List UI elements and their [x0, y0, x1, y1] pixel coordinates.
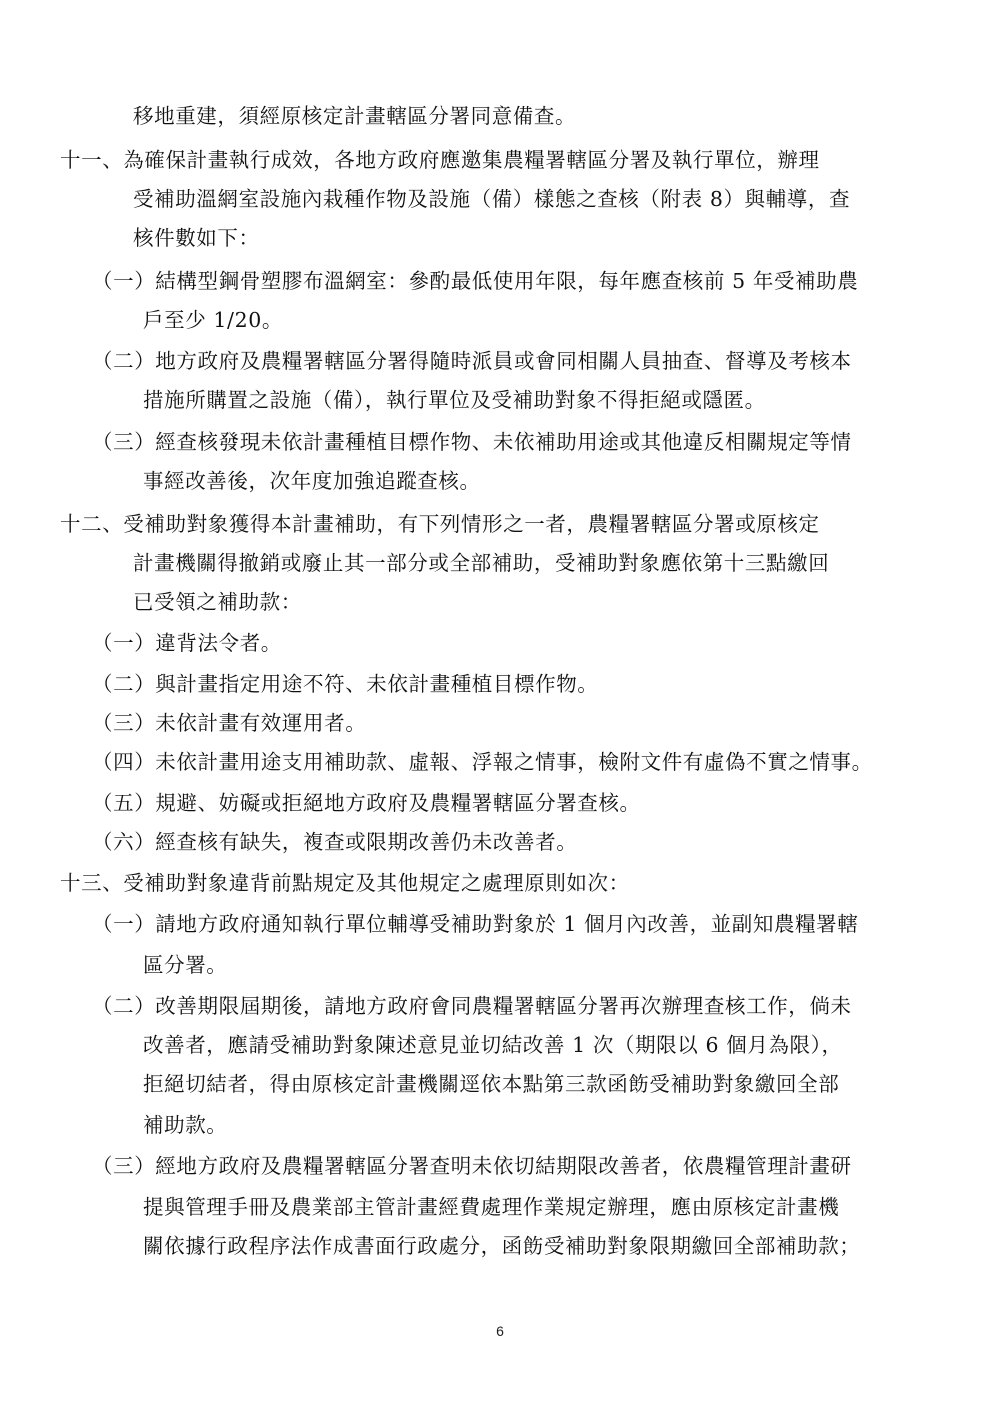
list-item: （五）規避、妨礙或拒絕地方政府及農糧署轄區分署查核。 [92, 791, 641, 815]
list-item: （六）經查核有缺失，複查或限期改善仍未改善者。 [92, 830, 578, 854]
text-line: 事經改善後，次年度加強追蹤查核。 [143, 469, 481, 493]
text-line: 戶至少 1/20。 [143, 308, 283, 332]
list-item: （一）請地方政府通知執行單位輔導受補助對象於 1 個月內改善，並副知農糧署轄 [92, 912, 859, 936]
list-item: （三）經查核發現未依計畫種植目標作物、未依補助用途或其他違反相關規定等情 [92, 430, 852, 454]
list-item: （四）未依計畫用途支用補助款、虛報、浮報之情事，檢附文件有虛偽不實之情事。 [92, 750, 873, 774]
text-line: 拒絕切結者，得由原核定計畫機關逕依本點第三款函飭受補助對象繳回全部 [143, 1072, 840, 1096]
text-line: 區分署。 [143, 953, 228, 977]
text-line: 移地重建，須經原核定計畫轄區分署同意備查。 [133, 104, 577, 128]
list-item: （一）結構型鋼骨塑膠布溫網室：參酌最低使用年限，每年應查核前 5 年受補助農 [92, 269, 859, 293]
text-line: 計畫機關得撤銷或廢止其一部分或全部補助，受補助對象應依第十三點繳回 [133, 551, 830, 575]
text-line: 核件數如下： [133, 226, 260, 250]
text-line: 提與管理手冊及農業部主管計畫經費處理作業規定辦理，應由原核定計畫機 [143, 1195, 840, 1219]
section-11-heading: 十一、為確保計畫執行成效，各地方政府應邀集農糧署轄區分署及執行單位，辦理 [60, 148, 820, 172]
section-13-heading: 十三、受補助對象違背前點規定及其他規定之處理原則如次： [60, 871, 630, 895]
list-item: （二）地方政府及農糧署轄區分署得隨時派員或會同相關人員抽查、督導及考核本 [92, 349, 852, 373]
text-line: 改善者，應請受補助對象陳述意見並切結改善 1 次（期限以 6 個月為限）， [143, 1033, 843, 1057]
list-item: （一）違背法令者。 [92, 631, 282, 655]
list-item: （三）未依計畫有效運用者。 [92, 711, 367, 735]
text-line: 受補助溫網室設施內栽種作物及設施（備）樣態之查核（附表 8）與輔導，查 [133, 187, 851, 211]
text-line: 關依據行政程序法作成書面行政處分，函飭受補助對象限期繳回全部補助款； [143, 1234, 861, 1258]
section-12-heading: 十二、受補助對象獲得本計畫補助，有下列情形之一者，農糧署轄區分署或原核定 [60, 512, 820, 536]
text-line: 補助款。 [143, 1113, 228, 1137]
page-number: 6 [496, 1323, 504, 1339]
list-item: （二）與計畫指定用途不符、未依計畫種植目標作物。 [92, 672, 599, 696]
list-item: （二）改善期限屆期後，請地方政府會同農糧署轄區分署再次辦理查核工作，倘未 [92, 994, 852, 1018]
text-line: 措施所購置之設施（備），執行單位及受補助對象不得拒絕或隱匿。 [143, 388, 766, 412]
list-item: （三）經地方政府及農糧署轄區分署查明未依切結期限改善者，依農糧管理計畫研 [92, 1154, 852, 1178]
text-line: 已受領之補助款： [133, 590, 302, 614]
